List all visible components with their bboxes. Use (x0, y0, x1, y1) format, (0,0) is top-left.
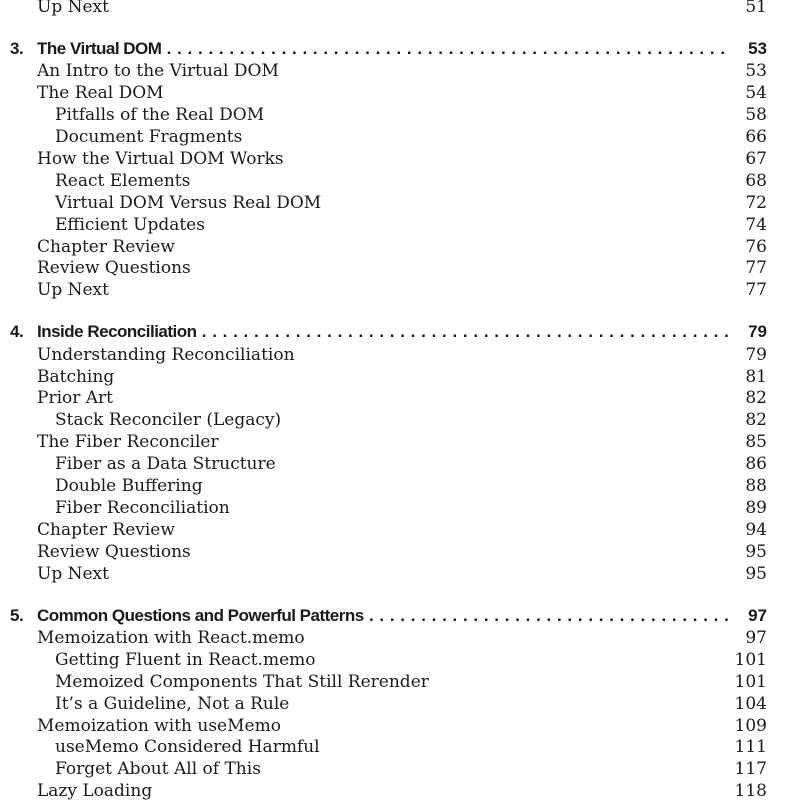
toc-entry (0, 126, 800, 148)
toc-entry-page: 101 (734, 671, 767, 692)
toc-entry-title: Memoization with useMemo (37, 715, 281, 736)
toc-entry (0, 0, 800, 18)
chapter-heading (0, 604, 800, 628)
toc-entry (0, 214, 800, 236)
toc-entry (0, 257, 800, 279)
toc-entry-page: 77 (745, 280, 767, 301)
toc-entry (0, 758, 800, 780)
toc-entry (0, 671, 800, 693)
toc-entry-title: The Real DOM (37, 83, 164, 104)
chapter-title: Common Questions and Powerful Patterns . . . (37, 604, 728, 628)
toc-entry (0, 148, 800, 170)
toc-entry (0, 563, 800, 585)
chapter-title: The Virtual DOM . . . (37, 37, 728, 61)
toc-entry-title: Getting Fluent in React.memo (55, 649, 316, 670)
toc-entry (0, 366, 800, 388)
toc-entry-page: 89 (745, 497, 767, 518)
toc-entry (0, 344, 800, 366)
toc-entry-title: Memoized Components That Still Rerender (55, 671, 429, 692)
toc-entry-title: Chapter Review (37, 519, 175, 540)
toc-entry (0, 627, 800, 649)
toc-entry-page: 68 (745, 170, 767, 191)
toc-entry-page: 82 (745, 388, 767, 409)
toc-entry (0, 279, 800, 301)
toc-entry (0, 453, 800, 475)
toc-entry (0, 541, 800, 563)
toc-entry-title: Forget About All of This (55, 759, 261, 780)
toc-entry-title: Pitfalls of the Real DOM (55, 105, 265, 126)
toc-entry-page: 76 (745, 236, 767, 257)
toc-entry-title: Memoization with React.memo (37, 627, 305, 648)
chapter-page: 97 (748, 605, 767, 625)
toc-entry-title: Fiber Reconciliation (55, 497, 230, 518)
toc-entry-title: Up Next (37, 280, 109, 301)
toc-entry (0, 60, 800, 82)
toc-entry (0, 475, 800, 497)
toc-entry-title: Review Questions (37, 258, 191, 279)
toc-entry-page: 81 (745, 366, 767, 387)
toc-entry-page: 85 (745, 432, 767, 453)
toc-entry (0, 170, 800, 192)
toc-entry (0, 649, 800, 671)
toc-entry-page: 77 (745, 258, 767, 279)
toc-entry-page: 118 (734, 781, 767, 800)
toc-entry-title: Up Next (37, 0, 109, 17)
toc-entry-page: 79 (745, 344, 767, 365)
toc-entry-page: 95 (745, 541, 767, 562)
toc-entry-title: React Elements (55, 170, 191, 191)
toc-entry (0, 409, 800, 431)
toc-entry-title: How the Virtual DOM Works (37, 148, 284, 169)
toc-entry-page: 117 (734, 759, 767, 780)
toc-entry-page: 51 (745, 0, 767, 17)
toc-entry (0, 104, 800, 126)
chapter-number: 5. (10, 605, 24, 625)
toc-entry-title: useMemo Considered Harmful (55, 737, 320, 758)
toc-entry (0, 387, 800, 409)
toc-entry-title: Up Next (37, 563, 109, 584)
toc-entry-title: Prior Art (37, 388, 114, 409)
toc-entry-page: 95 (745, 563, 767, 584)
chapter-heading (0, 37, 800, 61)
toc-entry-page: 109 (734, 715, 767, 736)
toc-entry-page: 88 (745, 476, 767, 496)
chapter-page: 79 (748, 322, 767, 342)
toc-entry-page: 94 (745, 519, 767, 540)
toc-entry-page: 82 (745, 410, 767, 431)
toc-entry (0, 497, 800, 519)
toc-entry-title: It’s a Guideline, Not a Rule (55, 693, 290, 714)
chapter-title: Inside Reconciliation . . . (37, 320, 728, 344)
toc-entry-title: Efficient Updates (55, 214, 205, 235)
toc-entry-title: Double Buffering (55, 476, 203, 496)
toc-entry-title: An Intro to the Virtual DOM (37, 61, 279, 82)
toc-entry (0, 736, 800, 758)
toc-entry-title: The Fiber Reconciler (37, 432, 219, 453)
toc-entry (0, 693, 800, 715)
toc-entry-title: Understanding Reconciliation (37, 344, 295, 365)
chapter-number: 4. (10, 322, 24, 342)
toc-entry-title: Stack Reconciler (Legacy) (55, 410, 282, 431)
toc-entry-page: 53 (745, 61, 767, 82)
toc-entry-title: Chapter Review (37, 236, 175, 257)
toc-entry-page: 74 (745, 214, 767, 235)
toc-entry-page: 101 (734, 649, 767, 670)
toc-entry-page: 67 (745, 148, 767, 169)
toc-entry-page: 86 (745, 454, 767, 475)
chapter-number: 3. (10, 38, 24, 58)
toc-entry-title: Batching (37, 366, 115, 387)
toc-entry-title: Fiber as a Data Structure (55, 454, 276, 475)
toc-entry-page: 58 (745, 105, 767, 126)
toc-entry-title: Virtual DOM Versus Real DOM (55, 192, 322, 213)
toc-entry (0, 192, 800, 214)
toc-entry (0, 780, 800, 800)
toc-entry-page: 97 (745, 627, 767, 648)
toc-entry (0, 431, 800, 453)
toc-entry-title: Review Questions (37, 541, 191, 562)
toc-entry-page: 66 (745, 127, 767, 147)
toc-entry (0, 715, 800, 737)
toc-entry-page: 72 (745, 192, 767, 213)
toc-entry-title: Document Fragments (55, 127, 243, 147)
toc-entry (0, 519, 800, 541)
toc-entry-page: 104 (734, 693, 767, 714)
toc-entry-title: Lazy Loading (37, 781, 153, 800)
toc-entry (0, 82, 800, 104)
chapter-page: 53 (748, 38, 767, 58)
chapter-heading (0, 320, 800, 344)
toc-entry-page: 54 (745, 83, 767, 104)
toc-entry-page: 111 (734, 737, 767, 758)
toc-entry (0, 236, 800, 258)
